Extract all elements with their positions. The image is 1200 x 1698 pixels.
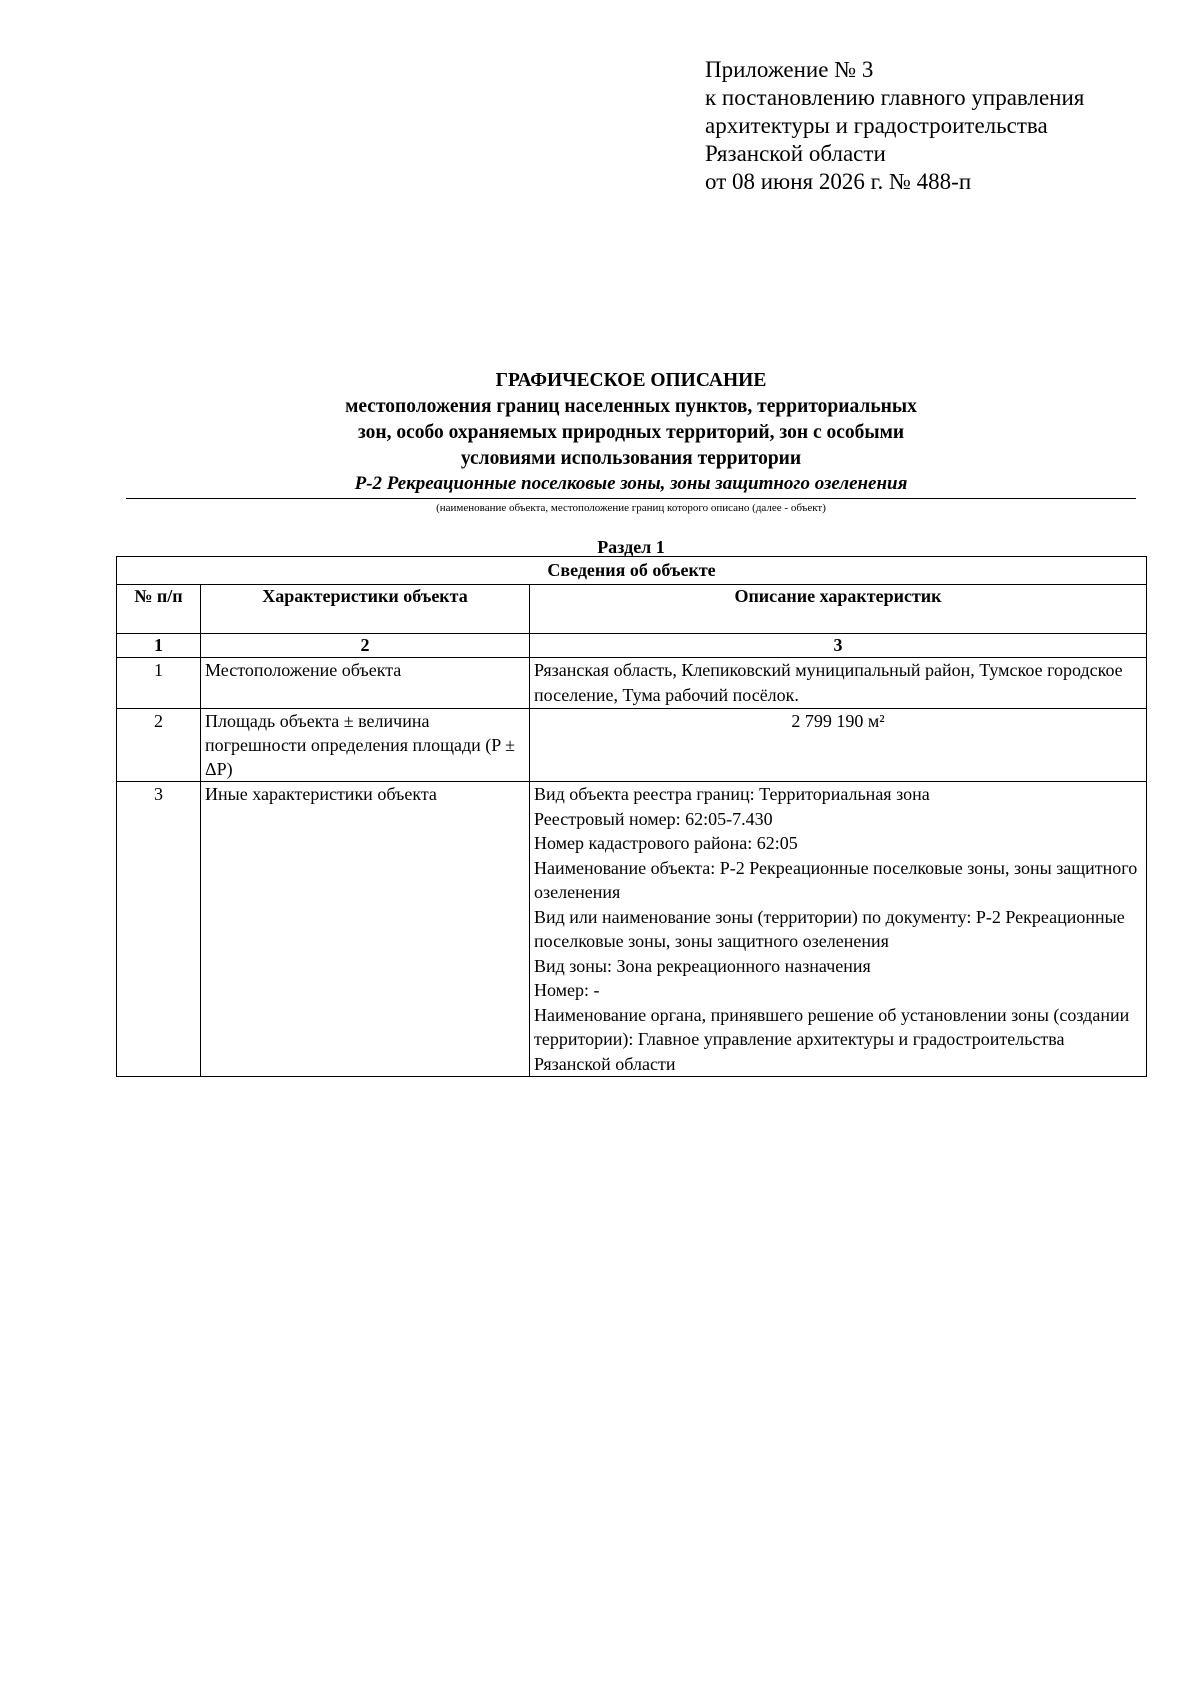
appendix-line: Рязанской области bbox=[705, 141, 886, 166]
row-num: 1 bbox=[117, 658, 201, 709]
table-caption-row bbox=[117, 557, 1147, 585]
heading-line: зон, особо охраняемых природных территорий, зон с особыми bbox=[357, 422, 905, 443]
description-line: Вид или наименование зоны (территории) по документу: Р-2 Рекреационные поселковые зоны, зоны защитного озеленения bbox=[534, 906, 1125, 951]
object-info-table bbox=[116, 556, 1147, 1077]
row-description bbox=[530, 658, 1147, 709]
column-number: 2 bbox=[201, 634, 530, 658]
description-line: Реестровый номер: 62:05-7.430 bbox=[534, 808, 773, 829]
description-line: Наименование объекта: Р-2 Рекреационные поселковые зоны, зоны защитного озеленения bbox=[534, 857, 1138, 902]
header-num: № п/п bbox=[117, 585, 201, 634]
column-number: 3 bbox=[530, 634, 1147, 658]
appendix-line: архитектуры и градостроительства bbox=[705, 113, 1048, 138]
object-name: Р-2 Рекреационные поселковые зоны, зоны защитного озеленения bbox=[354, 473, 908, 494]
row-characteristic: Местоположение объекта bbox=[201, 658, 530, 709]
heading-title: ГРАФИЧЕСКОЕ ОПИСАНИЕ bbox=[495, 370, 767, 391]
description-line: Наименование органа, принявшего решение об установлении зоны (создании территории): Главное управление архитектуры и градостроительства Рязанской области bbox=[534, 1004, 1130, 1074]
table-header-row bbox=[117, 585, 1147, 634]
column-number: 1 bbox=[117, 634, 201, 658]
row-description bbox=[530, 709, 1147, 782]
document-heading bbox=[126, 368, 1136, 472]
appendix-line: к постановлению главного управления bbox=[705, 85, 1085, 110]
heading-line: условиями использования территории bbox=[460, 448, 802, 469]
description-line: Вид объекта реестра границ: Территориальная зона bbox=[534, 784, 930, 804]
object-name-caption: (наименование объекта, местоположение границ которого описано (далее - объект) bbox=[436, 502, 826, 514]
row-characteristic: Площадь объекта ± величина погрешности определения площади (P ± ΔP) bbox=[201, 709, 530, 782]
description-line: Номер кадастрового района: 62:05 bbox=[534, 833, 798, 853]
row-description bbox=[530, 782, 1147, 1077]
row-num: 2 bbox=[117, 709, 201, 782]
section-title: Раздел 1 bbox=[597, 537, 665, 557]
row-num: 3 bbox=[117, 782, 201, 1077]
appendix-block bbox=[705, 56, 1084, 196]
table-row bbox=[117, 709, 1147, 782]
table-caption: Сведения об объекте bbox=[117, 557, 1147, 585]
table-row bbox=[117, 658, 1147, 709]
description-line: Номер: - bbox=[534, 980, 600, 1000]
heading-line: местоположения границ населенных пунктов, территориальных bbox=[345, 396, 917, 417]
object-name-underline bbox=[126, 498, 1136, 499]
appendix-line: от 08 июня 2026 г. № 488-п bbox=[705, 169, 972, 194]
description-line: Рязанская область, Клепиковский муниципальный район, Тумское городское поселение, Тума рабочий посёлок. bbox=[534, 660, 1123, 705]
description-line: 2 799 190 м² bbox=[791, 711, 885, 731]
description-line: Вид зоны: Зона рекреационного назначения bbox=[534, 955, 871, 976]
appendix-line: Приложение № 3 bbox=[705, 57, 874, 82]
header-characteristic: Характеристики объекта bbox=[201, 585, 530, 634]
header-description: Описание характеристик bbox=[530, 585, 1147, 634]
column-number-row bbox=[117, 634, 1147, 658]
row-characteristic: Иные характеристики объекта bbox=[201, 782, 530, 1077]
table-row bbox=[117, 782, 1147, 1077]
